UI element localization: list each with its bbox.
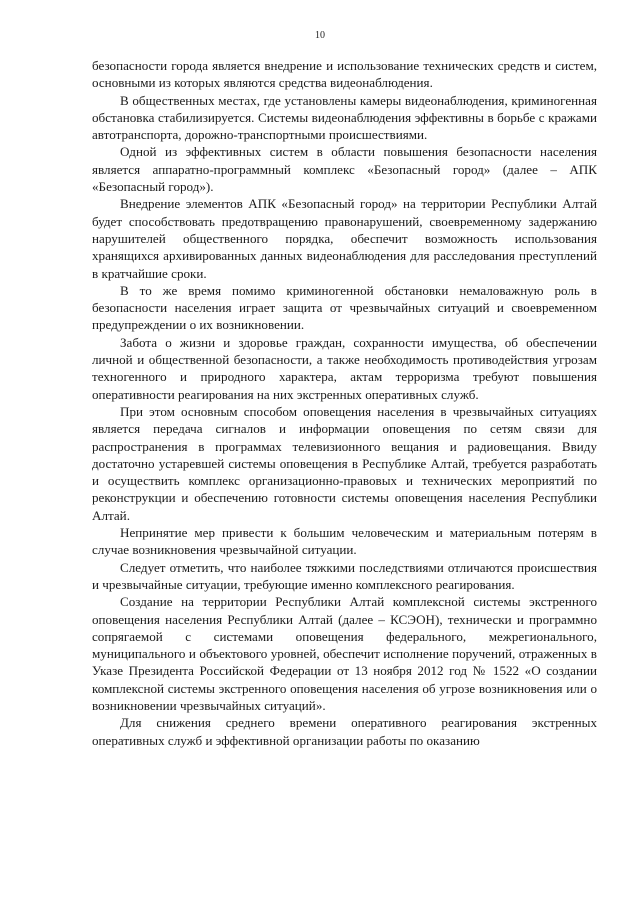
paragraph: Одной из эффективных систем в области повышения безопасности населения является аппаратно-программный комплекс «Безопасный город» (далее – АПК «Безопасный город»). [92, 144, 597, 195]
paragraph: Создание на территории Республики Алтай комплексной системы экстренного оповещения населения Республики Алтай (далее – КСЭОН), технически и программно сопрягаемой с системами оповещения федерального, межрегионального, муниципального и объектового уровней, обеспечит исполнение поручений, отраженных в Указе Президента Российской Федерации от 13 ноября 2012 год № 1522 «О создании комплексной системы экстренного оповещения населения об угрозе возникновения или о возникновении чрезвычайных ситуаций». [92, 594, 597, 713]
paragraph: В то же время помимо криминогенной обстановки немаловажную роль в безопасности населения играет защита от чрезвычайных ситуаций и своевременном предупреждении о их возникновении. [92, 282, 597, 333]
page-number: 10 [315, 30, 325, 41]
paragraph: Внедрение элементов АПК «Безопасный город» на территории Республики Алтай будет способствовать предотвращению правонарушений, своевременному задержанию нарушителей общественного порядка, обеспечит возможность использования хранящихся архивированных данных видеонаблюдения для расследования преступлений в кратчайшие сроки. [92, 196, 597, 281]
paragraph: При этом основным способом оповещения населения в чрезвычайных ситуациях является передача сигналов и информации оповещения по сетям связи для распространения в программах телевизионного вещания и радиовещания. Ввиду достаточно устаревшей системы оповещения в Республике Алтай, требуется разработать и осуществить комплекс организационно-правовых и технических мероприятий по реконструкции и обеспечению готовности системы оповещения населения Республики Алтай. [92, 403, 597, 523]
paragraph: Для снижения среднего времени оперативного реагирования экстренных оперативных служб и эффективной организации работы по оказанию [92, 715, 597, 748]
paragraph: Непринятие мер привести к большим человеческим и материальным потерям в случае возникновения чрезвычайной ситуации. [92, 525, 597, 558]
paragraph: Следует отметить, что наиболее тяжкими последствиями отличаются происшествия и чрезвычайные ситуации, требующие именно комплексного реагирования. [92, 559, 597, 592]
document-body [92, 57, 597, 749]
paragraph: В общественных местах, где установлены камеры видеонаблюдения, криминогенная обстановка стабилизируется. Системы видеонаблюдения эффективны в борьбе с кражами автотранспорта, дорожно-транспортными происшествиями. [92, 92, 597, 143]
paragraph: безопасности города является внедрение и использование технических средств и систем, основными из которых являются средства видеонаблюдения. [92, 58, 597, 91]
paragraph: Забота о жизни и здоровье граждан, сохранности имущества, об обеспечении личной и общественной безопасности, а также необходимость противодействия угрозам техногенного и природного характера, актам терроризма требуют повышения оперативности реагирования на них экстренных оперативных служб. [92, 334, 597, 402]
